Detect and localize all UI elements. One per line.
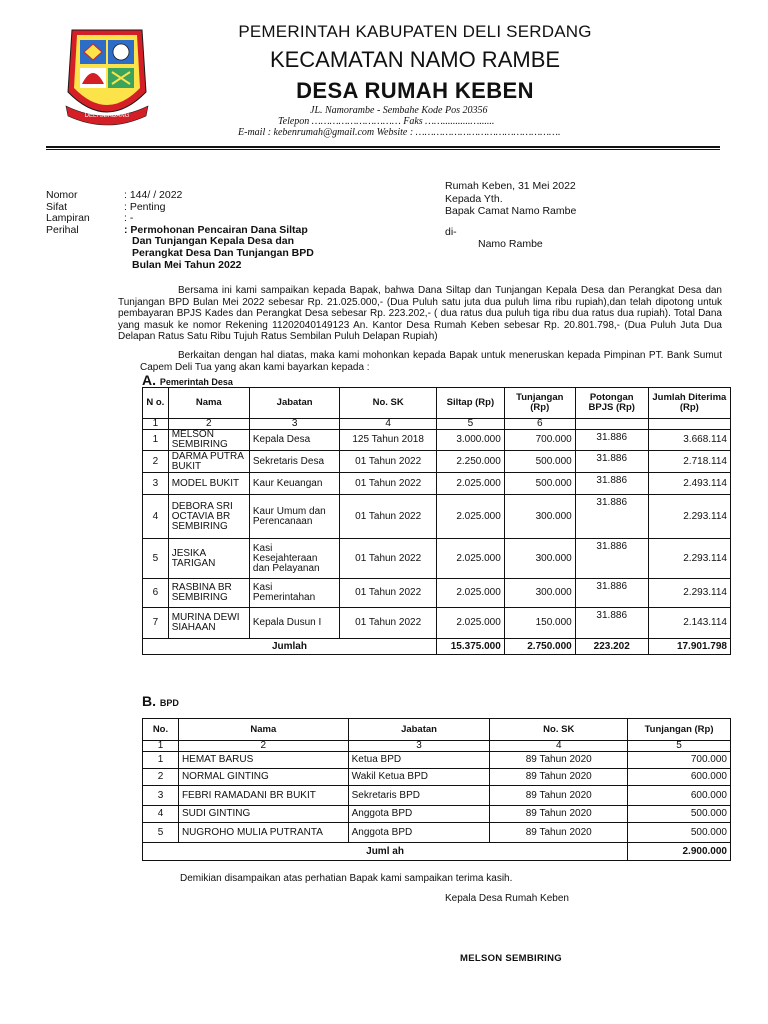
cell-no: 2 xyxy=(143,451,169,473)
cell-no: 5 xyxy=(143,539,169,579)
cell-no: 4 xyxy=(143,495,169,539)
col-jumlah: Jumlah Diterima (Rp) xyxy=(648,388,730,419)
cell-sk: 89 Tahun 2020 xyxy=(490,786,628,806)
cell-potongan: 31.886 xyxy=(575,539,648,579)
cell-no: 2 xyxy=(143,769,179,786)
cell-tunjangan: 700.000 xyxy=(628,752,731,769)
lampiran-value: : - xyxy=(124,212,134,225)
body-paragraph-1 xyxy=(118,285,722,343)
header-address: JL. Namorambe - Sembahe Kode Pos 20356 xyxy=(310,105,488,116)
cell-potongan: 31.886 xyxy=(575,430,648,451)
recipient-place: Namo Rambe xyxy=(478,238,543,250)
cell-nama: MELSON SEMBIRING xyxy=(168,430,249,451)
table-pemerintah-desa xyxy=(142,387,731,655)
cell-siltap: 2.025.000 xyxy=(436,579,504,608)
total-potongan: 223.202 xyxy=(575,639,648,655)
header-phone: Telepon ………………………… Faks ……...........…...... xyxy=(278,116,495,127)
section-b-title: BPD xyxy=(159,698,179,708)
table-row xyxy=(143,806,731,823)
index-cell: 3 xyxy=(249,419,339,430)
table-row xyxy=(143,786,731,806)
cell-jumlah: 2.293.114 xyxy=(648,539,730,579)
cell-sk: 89 Tahun 2020 xyxy=(490,769,628,786)
cell-jumlah: 2.293.114 xyxy=(648,495,730,539)
cell-nama: DEBORA SRI OCTAVIA BR SEMBIRING xyxy=(168,495,249,539)
header-village: DESA RUMAH KEBEN xyxy=(296,78,534,103)
col-jabatan: Jabatan xyxy=(348,719,490,741)
cell-siltap: 2.025.000 xyxy=(436,539,504,579)
total-label: Juml ah xyxy=(143,843,628,861)
index-cell: 4 xyxy=(340,419,437,430)
cell-sk: 01 Tahun 2022 xyxy=(340,495,437,539)
col-nama: Nama xyxy=(168,388,249,419)
cell-nama: NORMAL GINTING xyxy=(178,769,348,786)
cell-jumlah: 2.718.114 xyxy=(648,451,730,473)
cell-siltap: 2.025.000 xyxy=(436,473,504,495)
header-district: KECAMATAN NAMO RAMBE xyxy=(269,47,561,72)
cell-tunjangan: 700.000 xyxy=(504,430,575,451)
cell-tunjangan: 600.000 xyxy=(628,769,731,786)
recipient-kepada: Kepada Yth. xyxy=(445,193,503,205)
perihal-label: Perihal xyxy=(46,223,79,236)
cell-no: 3 xyxy=(143,473,169,495)
village-emblem xyxy=(60,22,154,134)
cell-jabatan: Sekretaris Desa xyxy=(249,451,339,473)
index-cell: 4 xyxy=(490,741,628,752)
index-row xyxy=(143,419,731,430)
cell-sk: 01 Tahun 2022 xyxy=(340,579,437,608)
col-nama: Nama xyxy=(178,719,348,741)
header-divider-thin xyxy=(46,149,720,150)
cell-sk: 01 Tahun 2022 xyxy=(340,539,437,579)
cell-sk: 89 Tahun 2020 xyxy=(490,806,628,823)
cell-tunjangan: 300.000 xyxy=(504,579,575,608)
body-paragraph-1-text: Bersama ini kami sampaikan kepada Bapak, bahwa Dana Siltap dan Tunjangan Kepala Desa dan Perangkat Desa dan Tunjangan BPD Bulan Mei 2022 sebesar Rp. 21.025.000,- (Dua Puluh satu juta dua puluh lima ribu rupiah),dan telah dipotong untuk pembayaran BPJS Kades dan Perangkat Desa sebesar Rp. 223.202,- ( dua ratus dua puluh tiga ribu dua ratus dua rupiah). Total Dana yang masuk ke nomor Rekening 11202040149123 An. Kantor Desa Rumah Keben sebesar Rp. 20.801.798,- (Dua Puluh Juta Dua Delapan Ratus Satu Ribu Tujuh Ratus Sembilan Puluh Delapan Rupiah) xyxy=(118,285,722,342)
cell-sk: 125 Tahun 2018 xyxy=(340,430,437,451)
cell-nama: MODEL BUKIT xyxy=(168,473,249,495)
cell-no: 1 xyxy=(143,752,179,769)
table-b-total-row xyxy=(143,843,731,861)
table-row xyxy=(143,608,731,639)
total-siltap: 15.375.000 xyxy=(436,639,504,655)
signer-name: MELSON SEMBIRING xyxy=(460,953,562,964)
cell-jumlah: 2.493.114 xyxy=(648,473,730,495)
index-cell: 1 xyxy=(143,741,179,752)
cell-nama: DARMA PUTRA BUKIT xyxy=(168,451,249,473)
cell-jabatan: Kaur Umum dan Perencanaan xyxy=(249,495,339,539)
cell-jabatan: Sekretaris BPD xyxy=(348,786,490,806)
sifat-value: : Penting xyxy=(124,200,166,213)
col-no: No. xyxy=(143,719,179,741)
col-siltap: Siltap (Rp) xyxy=(436,388,504,419)
cell-sk: 89 Tahun 2020 xyxy=(490,823,628,843)
perihal-line1: : Permohonan Pencairan Dana Siltap xyxy=(124,223,308,236)
total-tunjangan: 2.750.000 xyxy=(504,639,575,655)
header-email: E-mail : kebenrumah@gmail.com Website : …………………………………………. xyxy=(238,127,561,138)
cell-jabatan: Kaur Keuangan xyxy=(249,473,339,495)
cell-no: 5 xyxy=(143,823,179,843)
perihal-line3: Perangkat Desa Dan Tunjangan BPD xyxy=(132,246,314,259)
cell-siltap: 2.025.000 xyxy=(436,608,504,639)
cell-no: 7 xyxy=(143,608,169,639)
perihal-line4: Bulan Mei Tahun 2022 xyxy=(132,258,242,271)
table-row xyxy=(143,473,731,495)
section-b-letter: B. xyxy=(142,693,156,709)
table-row xyxy=(143,495,731,539)
cell-sk: 89 Tahun 2020 xyxy=(490,752,628,769)
index-cell: 2 xyxy=(168,419,249,430)
col-jabatan: Jabatan xyxy=(249,388,339,419)
signer-title: Kepala Desa Rumah Keben xyxy=(445,893,569,904)
cell-jabatan: Kasi Kesejahteraan dan Pelayanan xyxy=(249,539,339,579)
table-row xyxy=(143,752,731,769)
index-cell: 1 xyxy=(143,419,169,430)
cell-tunjangan: 500.000 xyxy=(628,806,731,823)
cell-nama: FEBRI RAMADANI BR BUKIT xyxy=(178,786,348,806)
cell-tunjangan: 500.000 xyxy=(504,473,575,495)
cell-nama: JESIKA TARIGAN xyxy=(168,539,249,579)
index-cell: 5 xyxy=(628,741,731,752)
section-a-heading xyxy=(142,372,233,388)
index-cell-empty xyxy=(648,419,730,430)
col-potongan: Potongan BPJS (Rp) xyxy=(575,388,648,419)
letter-date: Rumah Keben, 31 Mei 2022 xyxy=(445,180,576,192)
table-row xyxy=(143,579,731,608)
cell-nama: NUGROHO MULIA PUTRANTA xyxy=(178,823,348,843)
cell-nama: SUDI GINTING xyxy=(178,806,348,823)
total-jumlah: 17.901.798 xyxy=(648,639,730,655)
index-cell: 5 xyxy=(436,419,504,430)
emblem-text: DELI SERDANG xyxy=(84,113,130,119)
closing-text: Demikian disampaikan atas perhatian Bapak kami sampaikan terima kasih. xyxy=(180,873,513,884)
index-cell-empty xyxy=(575,419,648,430)
recipient-name: Bapak Camat Namo Rambe xyxy=(445,205,577,217)
index-cell: 2 xyxy=(178,741,348,752)
cell-jumlah: 2.143.114 xyxy=(648,608,730,639)
sifat-label: Sifat xyxy=(46,200,68,213)
cell-jumlah: 3.668.114 xyxy=(648,430,730,451)
table-row xyxy=(143,451,731,473)
cell-tunjangan: 300.000 xyxy=(504,495,575,539)
cell-siltap: 2.025.000 xyxy=(436,495,504,539)
cell-jabatan: Kasi Pemerintahan xyxy=(249,579,339,608)
cell-tunjangan: 500.000 xyxy=(504,451,575,473)
cell-potongan: 31.886 xyxy=(575,608,648,639)
section-a-letter: A. xyxy=(142,372,156,388)
index-cell: 6 xyxy=(504,419,575,430)
cell-tunjangan: 300.000 xyxy=(504,539,575,579)
index-row xyxy=(143,741,731,752)
perihal-line2: Dan Tunjangan Kepala Desa dan xyxy=(132,235,295,248)
section-a-title: Pemerintah Desa xyxy=(159,377,233,387)
cell-jabatan: Kepala Dusun I xyxy=(249,608,339,639)
cell-sk: 01 Tahun 2022 xyxy=(340,608,437,639)
col-no: N o. xyxy=(143,388,169,419)
cell-potongan: 31.886 xyxy=(575,579,648,608)
body-paragraph-2-text: Berkaitan dengan hal diatas, maka kami mohonkan kepada Bapak untuk meneruskan kepada Pimpinan PT. Bank Sumut Capem Deli Tua yang akan kami bayarkan kepada : xyxy=(140,350,722,373)
cell-tunjangan: 600.000 xyxy=(628,786,731,806)
table-row xyxy=(143,769,731,786)
cell-tunjangan: 500.000 xyxy=(628,823,731,843)
cell-nama: MURINA DEWI SIAHAAN xyxy=(168,608,249,639)
cell-nama: HEMAT BARUS xyxy=(178,752,348,769)
section-b-heading xyxy=(142,693,179,709)
col-tunjangan: Tunjangan (Rp) xyxy=(628,719,731,741)
cell-sk: 01 Tahun 2022 xyxy=(340,451,437,473)
table-bpd xyxy=(142,718,731,861)
cell-potongan: 31.886 xyxy=(575,495,648,539)
cell-nama: RASBINA BR SEMBIRING xyxy=(168,579,249,608)
nomor-value: : 144/ / 2022 xyxy=(124,189,183,201)
recipient-di: di- xyxy=(445,226,457,238)
total-tunjangan: 2.900.000 xyxy=(628,843,731,861)
table-row xyxy=(143,430,731,451)
cell-sk: 01 Tahun 2022 xyxy=(340,473,437,495)
cell-siltap: 2.250.000 xyxy=(436,451,504,473)
table-row xyxy=(143,823,731,843)
cell-tunjangan: 150.000 xyxy=(504,608,575,639)
lampiran-label: Lampiran xyxy=(46,212,90,225)
cell-jabatan: Ketua BPD xyxy=(348,752,490,769)
col-tunjangan: Tunjangan (Rp) xyxy=(504,388,575,419)
cell-no: 1 xyxy=(143,430,169,451)
cell-jabatan: Kepala Desa xyxy=(249,430,339,451)
cell-jabatan: Anggota BPD xyxy=(348,806,490,823)
index-cell: 3 xyxy=(348,741,490,752)
cell-no: 4 xyxy=(143,806,179,823)
col-sk: No. SK xyxy=(490,719,628,741)
table-row xyxy=(143,539,731,579)
body-paragraph-2 xyxy=(140,350,722,373)
col-sk: No. SK xyxy=(340,388,437,419)
cell-no: 3 xyxy=(143,786,179,806)
letter-meta xyxy=(46,190,314,271)
cell-potongan: 31.886 xyxy=(575,451,648,473)
cell-no: 6 xyxy=(143,579,169,608)
cell-potongan: 31.886 xyxy=(575,473,648,495)
cell-jumlah: 2.293.114 xyxy=(648,579,730,608)
cell-jabatan: Wakil Ketua BPD xyxy=(348,769,490,786)
table-a-total-row xyxy=(143,639,731,655)
cell-jabatan: Anggota BPD xyxy=(348,823,490,843)
header-government: PEMERINTAH KABUPATEN DELI SERDANG xyxy=(238,22,592,41)
total-label: Jumlah xyxy=(143,639,437,655)
cell-siltap: 3.000.000 xyxy=(436,430,504,451)
header-divider xyxy=(46,146,720,148)
nomor-label: Nomor xyxy=(46,189,78,201)
